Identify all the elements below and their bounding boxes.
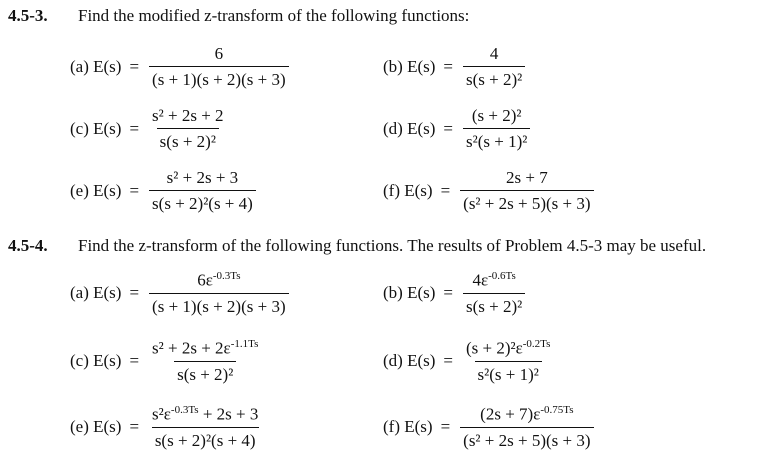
denominator: (s + 1)(s + 2)(s + 3) — [149, 66, 289, 90]
problem-4-5-4-heading — [0, 236, 706, 256]
problem-statement: Find the z-transform of the following functions. The results of Problem 4.5-3 may be useful. — [78, 236, 707, 255]
equation-c: (c) E(s) = $\frac{\text{s² + 2s + 2}}{\text{s(s + 2)²}}$ — [70, 106, 227, 152]
fraction — [149, 404, 261, 451]
equation-a: (a) E(s) = $\frac{6}{(s + 1)(s + 2)(s + 3)}$ — [70, 44, 289, 90]
denominator: s(s + 2)²(s + 4) — [152, 427, 259, 451]
numerator: s² + 2s + 2 — [152, 106, 224, 125]
problem-4-5-3-heading — [0, 6, 469, 26]
equation-label: (f) E(s) — [383, 417, 433, 437]
numerator: 6 — [214, 44, 224, 63]
equation-label: (e) E(s) — [70, 181, 122, 200]
equation-label: (a) E(s) — [70, 57, 122, 76]
numerator: s² + 2s + 3 — [166, 168, 239, 187]
numerator: $4\varepsilon^{-0.6Ts}$ — [472, 270, 516, 290]
equation-label: (e) E(s) — [70, 417, 122, 437]
fraction — [463, 44, 525, 90]
fraction — [463, 338, 553, 385]
equation-label: (a) E(s) — [70, 283, 122, 303]
equation-f: (f) E(s) = $\frac{(2s + 7)\varepsilon^{-0.75Ts}}{\text{(s² + 2s + 5)(s + 3)}}$ — [383, 404, 594, 451]
denominator: s²(s + 1)² — [475, 361, 542, 385]
equation-b: (b) E(s) = $\frac{4\varepsilon^{-0.6Ts}}{\text{s(s + 2)²}}$ — [383, 270, 525, 317]
equation-a: (a) E(s) = $\frac{6\varepsilon^{-0.3Ts}}{(s + 1)(s + 2)(s + 3)}$ — [70, 270, 289, 317]
denominator: (s² + 2s + 5)(s + 3) — [460, 427, 593, 451]
denominator: s(s + 2)²(s + 4) — [149, 190, 256, 214]
equation-c: (c) E(s) = $\frac{s^2 + 2s + 2\varepsilon^{-1.1Ts}}{\text{s(s + 2)²}}$ — [70, 338, 261, 385]
equation-e: (e) E(s) = $\frac{\text{s² + 2s + 3}}{\text{s(s + 2)²(s + 4)}}$ — [70, 168, 256, 214]
fraction — [463, 270, 525, 317]
problem-statement: Find the modified z-transform of the following functions: — [78, 6, 470, 25]
equation-label: (c) E(s) — [70, 119, 122, 138]
fraction — [460, 168, 593, 214]
equation-label: (d) E(s) — [383, 119, 436, 138]
denominator: s(s + 2)² — [174, 361, 236, 385]
problem-number: 4.5-4. — [8, 236, 48, 255]
numerator: 2s + 7 — [505, 168, 548, 187]
fraction — [149, 106, 227, 152]
equation-label: (b) E(s) — [383, 57, 436, 76]
numerator: $(s + 2)^2\varepsilon^{-0.2Ts}$ — [466, 338, 551, 358]
equation-d: (d) E(s) = $\frac{(s + 2)^2\varepsilon^{-0.2Ts}}{\text{s²(s + 1)²}}$ — [383, 338, 553, 385]
problem-number: 4.5-3. — [8, 6, 48, 25]
denominator: s(s + 2)² — [463, 293, 525, 317]
equation-label: (b) E(s) — [383, 283, 436, 303]
numerator: $6\varepsilon^{-0.3Ts}$ — [197, 270, 241, 290]
denominator: (s² + 2s + 5)(s + 3) — [460, 190, 593, 214]
denominator: s²(s + 1)² — [463, 128, 530, 152]
numerator: $s^2\varepsilon^{-0.3Ts} + 2s + 3$ — [152, 404, 259, 424]
equation-e: (e) E(s) = $\frac{s^2\varepsilon^{-0.3Ts} + 2s + 3}{\text{s(s + 2)²(s + 4)}}$ — [70, 404, 261, 451]
numerator: $(2s + 7)\varepsilon^{-0.75Ts}$ — [480, 404, 574, 424]
numerator: (s + 2)² — [471, 106, 522, 125]
fraction — [149, 338, 261, 385]
equation-label: (f) E(s) — [383, 181, 433, 200]
numerator: 4 — [489, 44, 499, 63]
denominator: s(s + 2)² — [157, 128, 219, 152]
fraction — [460, 404, 593, 451]
denominator: (s + 1)(s + 2)(s + 3) — [149, 293, 289, 317]
equation-f: (f) E(s) = $\frac{2s + 7}{\text{(s² + 2s + 5)(s + 3)}}$ — [383, 168, 594, 214]
fraction — [149, 270, 289, 317]
equation-b: (b) E(s) = $\frac{4}{\text{s(s + 2)²}}$ — [383, 44, 525, 90]
fraction — [463, 106, 530, 152]
equation-label: (c) E(s) — [70, 351, 122, 371]
fraction — [149, 168, 256, 214]
equation-d: (d) E(s) = $\frac{\text{(s + 2)²}}{\text{s²(s + 1)²}}$ — [383, 106, 530, 152]
numerator: $s^2 + 2s + 2\varepsilon^{-1.1Ts}$ — [152, 338, 259, 358]
fraction — [149, 44, 289, 90]
equation-label: (d) E(s) — [383, 351, 436, 371]
denominator: s(s + 2)² — [463, 66, 525, 90]
